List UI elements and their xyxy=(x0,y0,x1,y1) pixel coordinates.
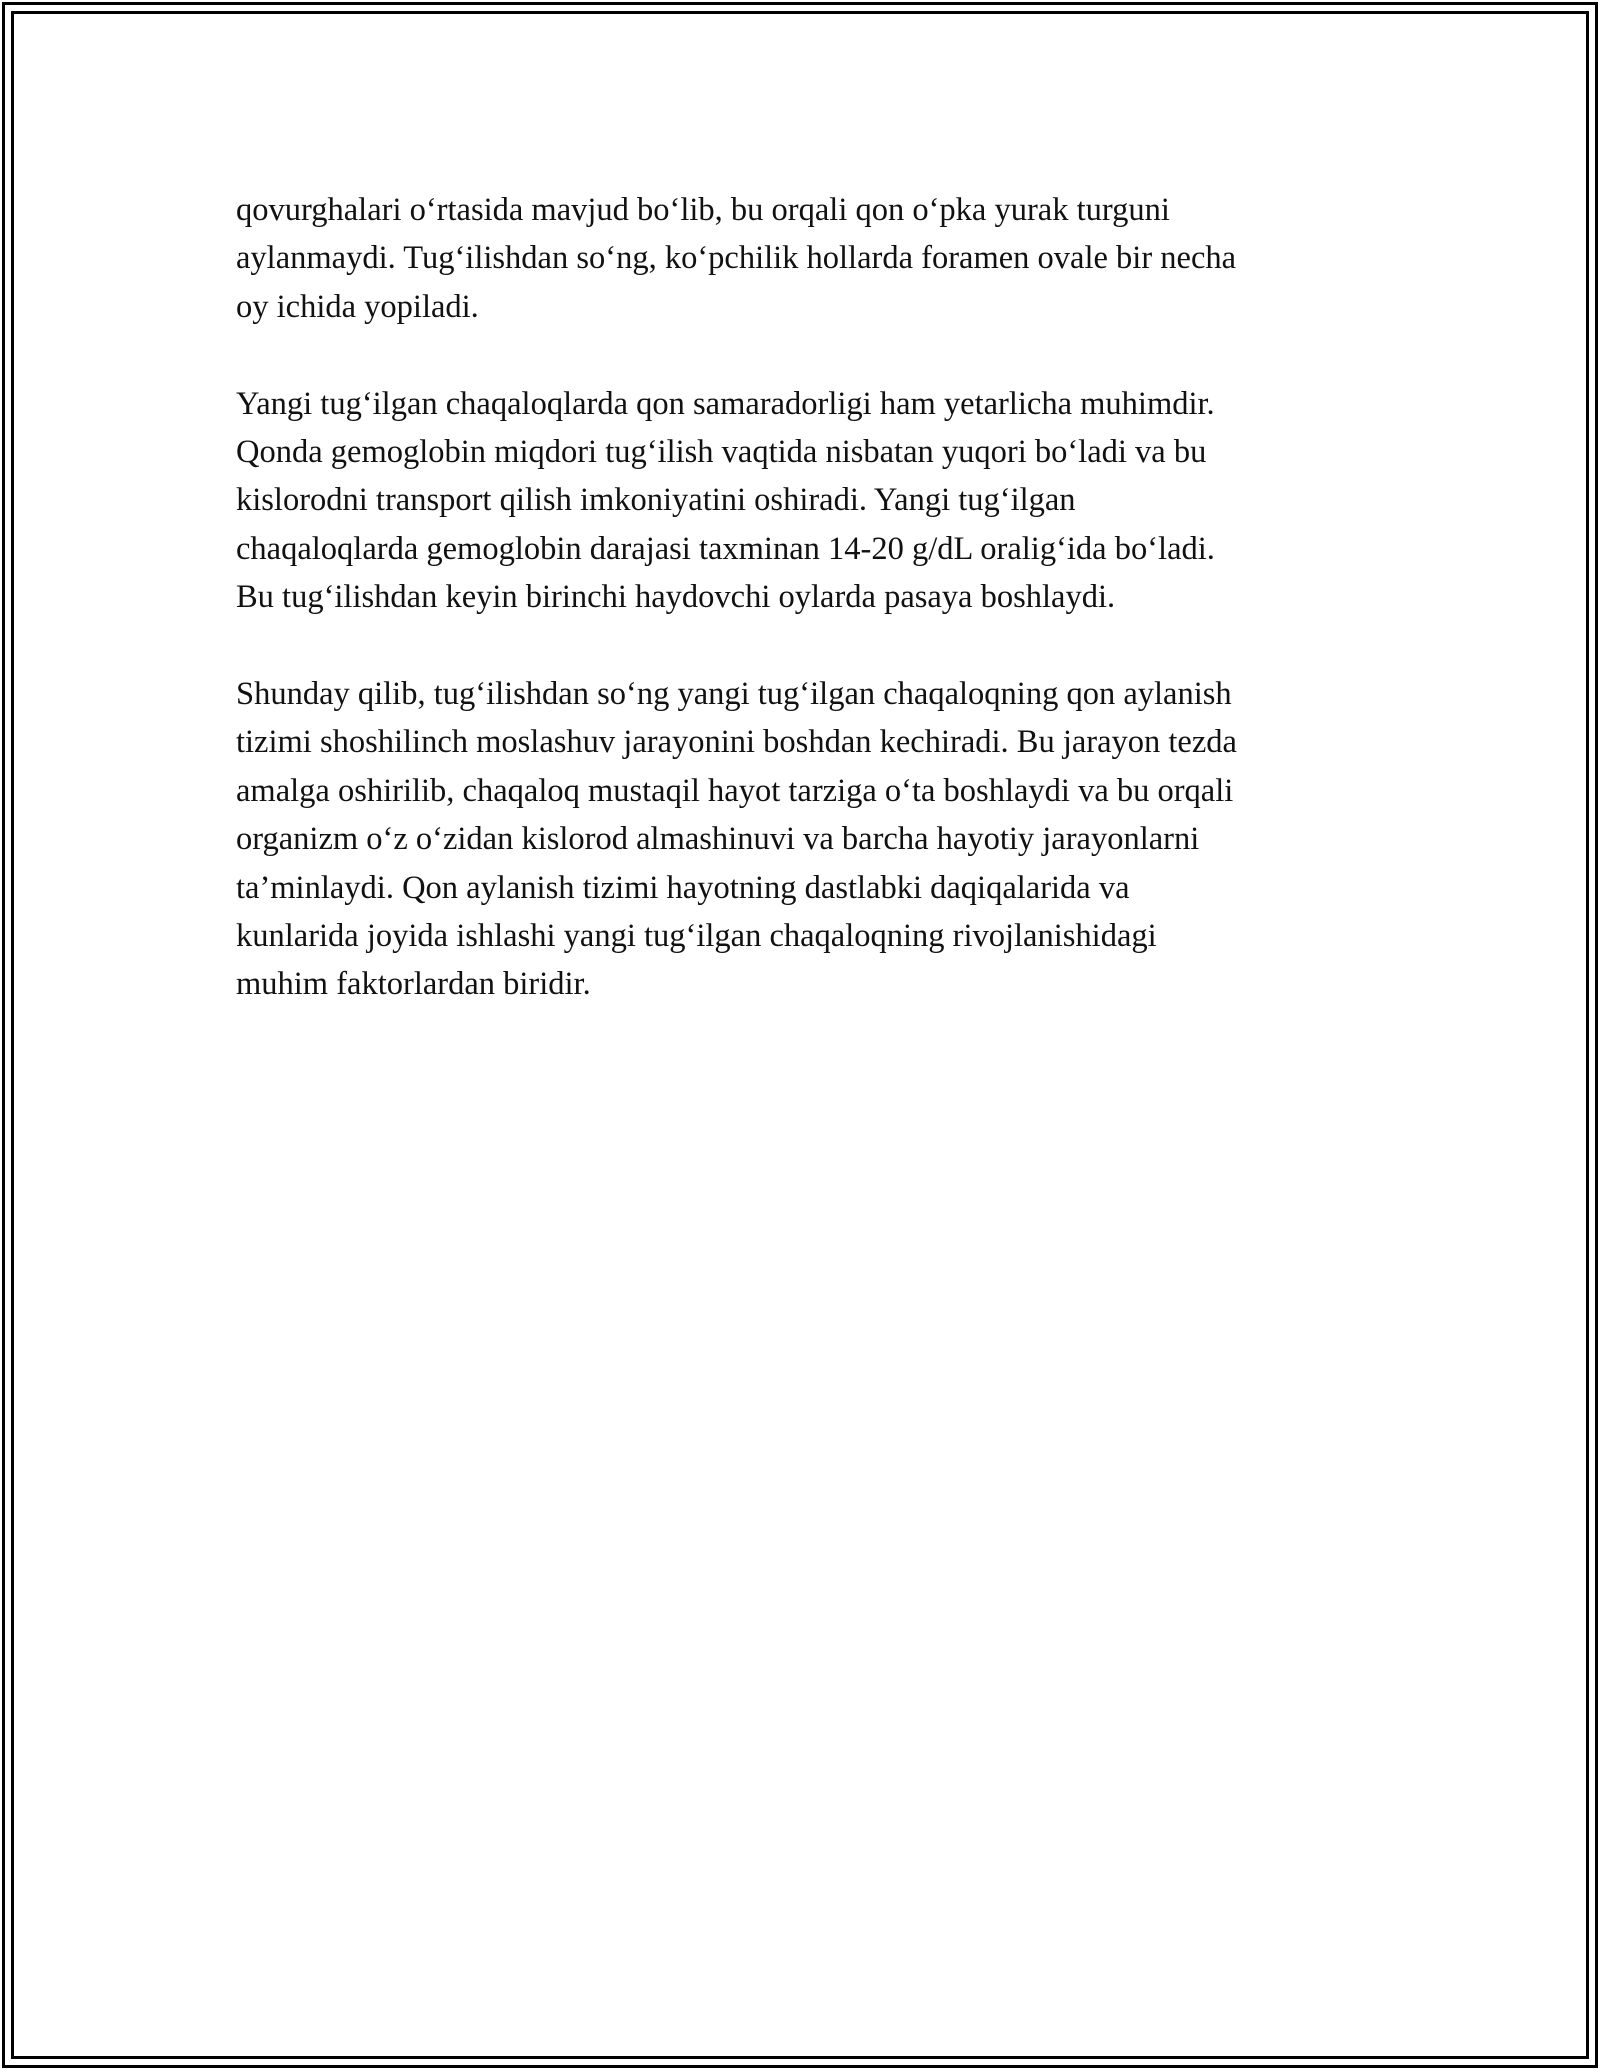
paragraph-3 xyxy=(236,670,1376,1009)
paragraph-line: kunlarida joyida ishlashi yangi tug‘ilgan chaqaloqning rivojlanishidagi xyxy=(236,918,1157,955)
paragraph-line: Shunday qilib, tug‘ilishdan so‘ng yangi tug‘ilgan chaqaloqning qon aylanish xyxy=(236,676,1232,713)
paragraph-line: amalga oshirilib, chaqaloq mustaqil hayot tarziga o‘ta boshlaydi va bu orqali xyxy=(236,772,1234,809)
document-body xyxy=(236,186,1376,1057)
paragraph-2 xyxy=(236,380,1376,622)
paragraph-line: chaqaloqlarda gemoglobin darajasi taxminan 14-20 g/dL oralig‘ida bo‘ladi. xyxy=(236,530,1215,567)
paragraph-line: ta’minlaydi. Qon aylanish tizimi hayotning dastlabki daqiqalarida va xyxy=(236,869,1130,906)
paragraph-line: Yangi tug‘ilgan chaqaloqlarda qon samaradorligi ham yetarlicha muhimdir. xyxy=(236,385,1215,422)
paragraph-line: tizimi shoshilinch moslashuv jarayonini boshdan kechiradi. Bu jarayon tezda xyxy=(236,724,1237,761)
paragraph-line: Bu tug‘ilishdan keyin birinchi haydovchi oylarda pasaya boshlaydi. xyxy=(236,579,1116,616)
paragraph-line: muhim faktorlardan biridir. xyxy=(236,966,591,1003)
paragraph-line: qovurghalari o‘rtasida mavjud bo‘lib, bu orqali qon o‘pka yurak turguni xyxy=(236,192,1170,228)
paragraph-line: oy ichida yopiladi. xyxy=(236,288,479,325)
paragraph-line: Qonda gemoglobin miqdori tug‘ilish vaqtida nisbatan yuqori bo‘ladi va bu xyxy=(236,434,1207,471)
paragraph-line: organizm o‘z o‘zidan kislorod almashinuvi va barcha hayotiy jarayonlarni xyxy=(236,821,1200,858)
paragraph-line: aylanmaydi. Tug‘ilishdan so‘ng, ko‘pchilik hollarda foramen ovale bir necha xyxy=(236,240,1237,277)
paragraph-line: kislorodni transport qilish imkoniyatini oshiradi. Yangi tug‘ilgan xyxy=(236,482,1076,519)
paragraph-1 xyxy=(236,186,1376,331)
